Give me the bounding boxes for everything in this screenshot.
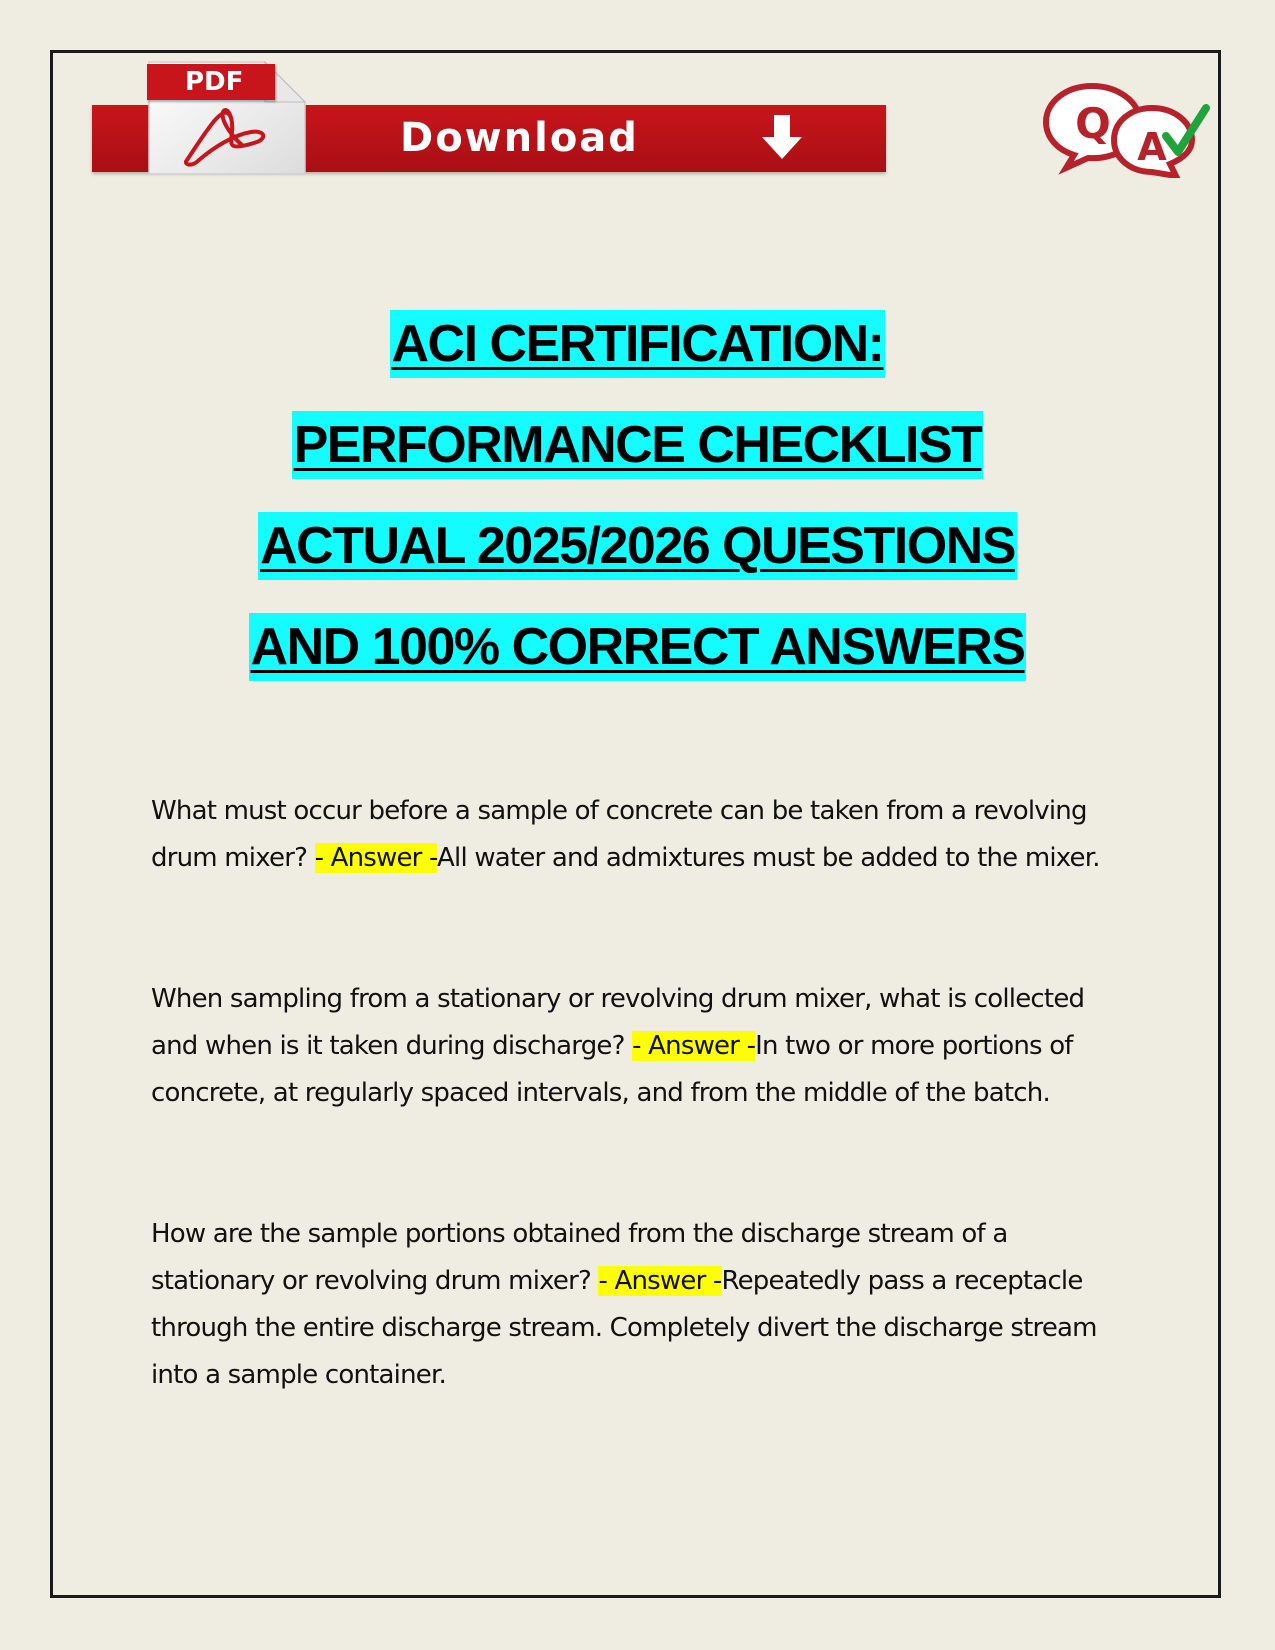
title-line-2: PERFORMANCE CHECKLIST (292, 411, 984, 479)
download-label: Download (400, 115, 639, 161)
qa-item (151, 1211, 1121, 1399)
qa-list (151, 788, 1121, 1399)
qa-item (151, 976, 1121, 1117)
title-line-3: ACTUAL 2025/2026 QUESTIONS (258, 512, 1017, 580)
answer-tag: - Answer - (314, 843, 438, 873)
title-line-1: ACI CERTIFICATION: (390, 310, 886, 378)
question-text: What must occur before a sample of concrete can be taken from a revolving drum mixer? (151, 796, 1087, 873)
document-title (0, 306, 1275, 710)
question-text: When sampling from a stationary or revolving drum mixer, what is collected and when is it taken during discharge? (151, 984, 1085, 1061)
pdf-file-icon (147, 60, 307, 176)
answer-text: In two or more portions of concrete, at regularly spaced intervals, and from the middle of the batch. (151, 1031, 1073, 1108)
answer-tag: - Answer - (598, 1266, 722, 1296)
logo-a-letter: A (1137, 125, 1167, 169)
title-line-4: AND 100% CORRECT ANSWERS (249, 613, 1027, 681)
qa-item (151, 788, 1121, 882)
answer-text: Repeatedly pass a receptacle through the entire discharge stream. Completely divert the discharge stream into a sample container. (151, 1266, 1097, 1390)
answer-text: All water and admixtures must be added to the mixer. (437, 843, 1100, 873)
pdf-label: PDF (185, 67, 244, 97)
pdf-label-tag (147, 64, 275, 100)
logo-q-letter: Q (1075, 99, 1111, 148)
answer-tag: - Answer - (632, 1031, 756, 1061)
download-arrow-icon (760, 115, 804, 161)
question-text: How are the sample portions obtained from the discharge stream of a stationary or revolving drum mixer? (151, 1219, 1008, 1296)
qa-logo (1040, 78, 1210, 178)
pdf-download-banner[interactable] (92, 60, 886, 176)
